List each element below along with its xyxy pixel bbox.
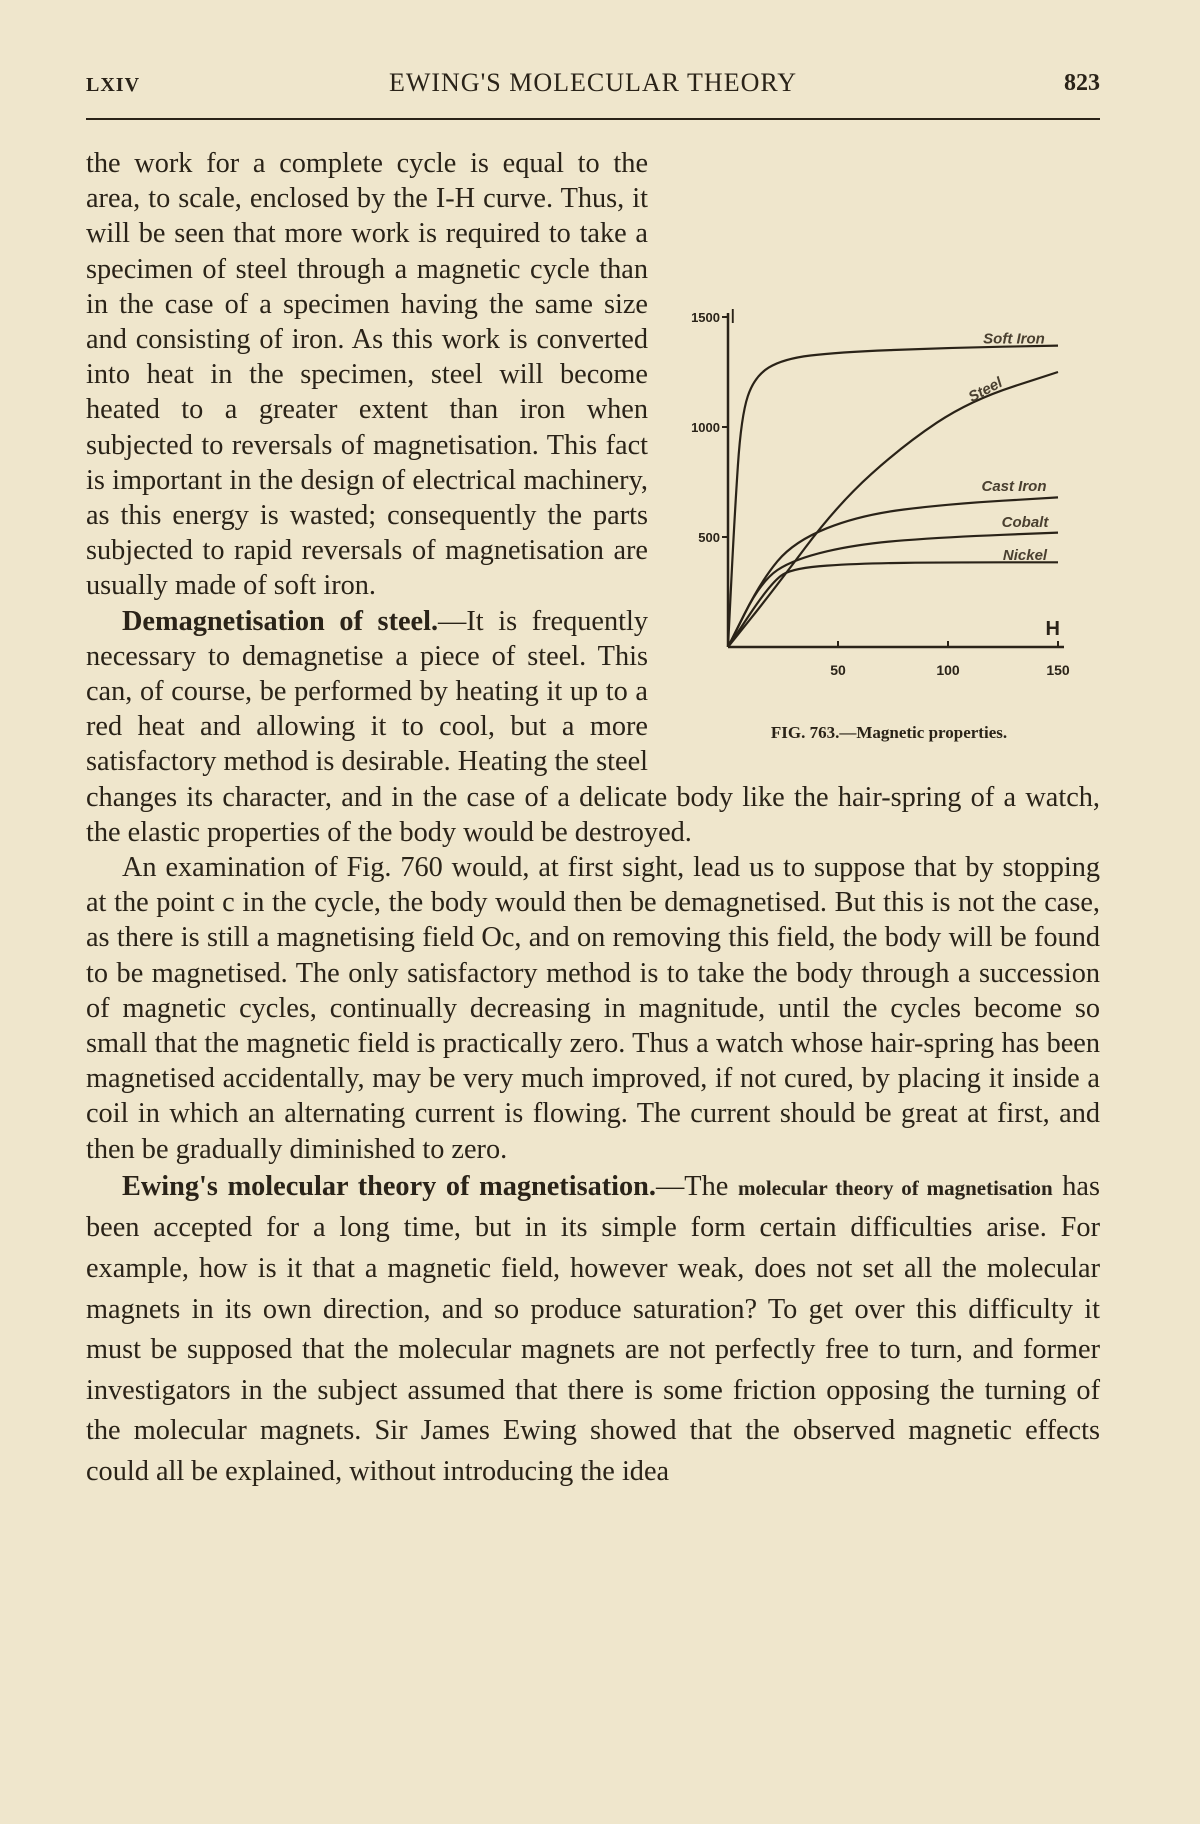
figure-caption: FIG. 763.—Magnetic properties. — [770, 723, 1008, 742]
x-tick-label: 150 — [1046, 662, 1070, 678]
paragraph-demagnetisation-text: —It is frequently necessary to demagnetise a piece of steel. This can, of course, be performed by heating it up to a red heat and allowing it to cool, but a more satisfactory method is desirable. Heating the steel changes its character, and in the case of a delicate body like the hair-spring of a watch, the elastic properties of the body would be destroyed. — [86, 605, 1100, 848]
series-line-steel — [728, 372, 1058, 647]
series-label-soft-iron: Soft Iron — [983, 330, 1045, 348]
paragraph-examination: An examination of Fig. 760 would, at first sight, lead us to suppose that by stopping at the point c in the cycle, the body would then be demagnetised. But this is not the case, as there is still a magnetising field Oc, and on removing this field, the body will be found to be magnetised. The only satisfactory method is to take the body through a succession of magnetic cycles, continually decreasing in magnitude, until the cycles become so small that the magnetic field is practically zero. Thus a watch whose hair-spring has been magnetised accidentally, may be very much improved, if not cured, by placing it inside a coil in which an alternating current is flowing. The current should be great at first, and then be gradually diminished to zero. — [86, 852, 1100, 1165]
y-tick-label: 1000 — [691, 420, 720, 435]
heading-ewing-theory: Ewing's molecular theory of magnetisation. — [122, 1170, 656, 1202]
y-tick-label: 1500 — [691, 310, 720, 325]
running-title: EWING'S MOLECULAR THEORY — [388, 68, 798, 97]
x-axis-label: H — [1045, 618, 1060, 640]
chapter-number: LXIV — [86, 74, 141, 96]
page-number: 823 — [1064, 70, 1100, 96]
series-label-cobalt: Cobalt — [1001, 514, 1049, 532]
body-text — [86, 146, 1100, 1493]
running-header — [86, 66, 1100, 100]
y-tick-label: 500 — [698, 530, 720, 545]
x-tick-label: 50 — [830, 662, 846, 678]
series-label-cast-iron: Cast Iron — [981, 477, 1047, 495]
magnetic-properties-chart — [678, 297, 1098, 697]
paragraph-ewing-theory — [86, 1167, 1100, 1493]
paragraph-work-cycle: the work for a complete cycle is equal to the area, to scale, enclosed by the I-H curve. Thus, it will be seen that more work is required to take a specimen of steel through a magnetic cycle than in the case of a specimen having the same size and consisting of iron. As this work is converted into heat in the specimen, steel will become heated to a greater extent than iron when subjected to reversals of magnetisation. This fact is important in the design of electrical machinery, as this energy is wasted; consequently the parts subjected to rapid reversals of magnetisation are usually made of soft iron. — [86, 148, 648, 602]
paragraph-ewing-theory-text: has been accepted for a long time, but in its simple form certain difficulties arise. For example, how is it that a magnetic field, however weak, does not set all the molecular magnets in its own direction, and so produce saturation? To get over this difficulty it must be supposed that the molecular magnets are not perfectly free to turn, and former investigators in the subject assumed that there is some friction opposing the turning of the molecular magnets. Sir James Ewing showed that the observed magnetic effects could all be explained, without introducing the idea — [86, 1170, 1100, 1488]
series-label-steel: Steel — [965, 374, 1006, 406]
ewing-dash: —The — [656, 1170, 738, 1202]
x-tick-label: 100 — [936, 662, 960, 678]
molecular-theory-term: molecular theory of magnetisation — [737, 1175, 1053, 1200]
y-axis-label: I — [730, 306, 736, 328]
series-label-nickel: Nickel — [1002, 547, 1048, 565]
heading-demagnetisation: Demagnetisation of steel. — [122, 605, 439, 637]
figure-magnetic-properties — [678, 146, 1100, 758]
header-rule — [86, 118, 1100, 120]
series-line-soft-iron — [728, 346, 1058, 647]
series-line-nickel — [728, 562, 1058, 647]
